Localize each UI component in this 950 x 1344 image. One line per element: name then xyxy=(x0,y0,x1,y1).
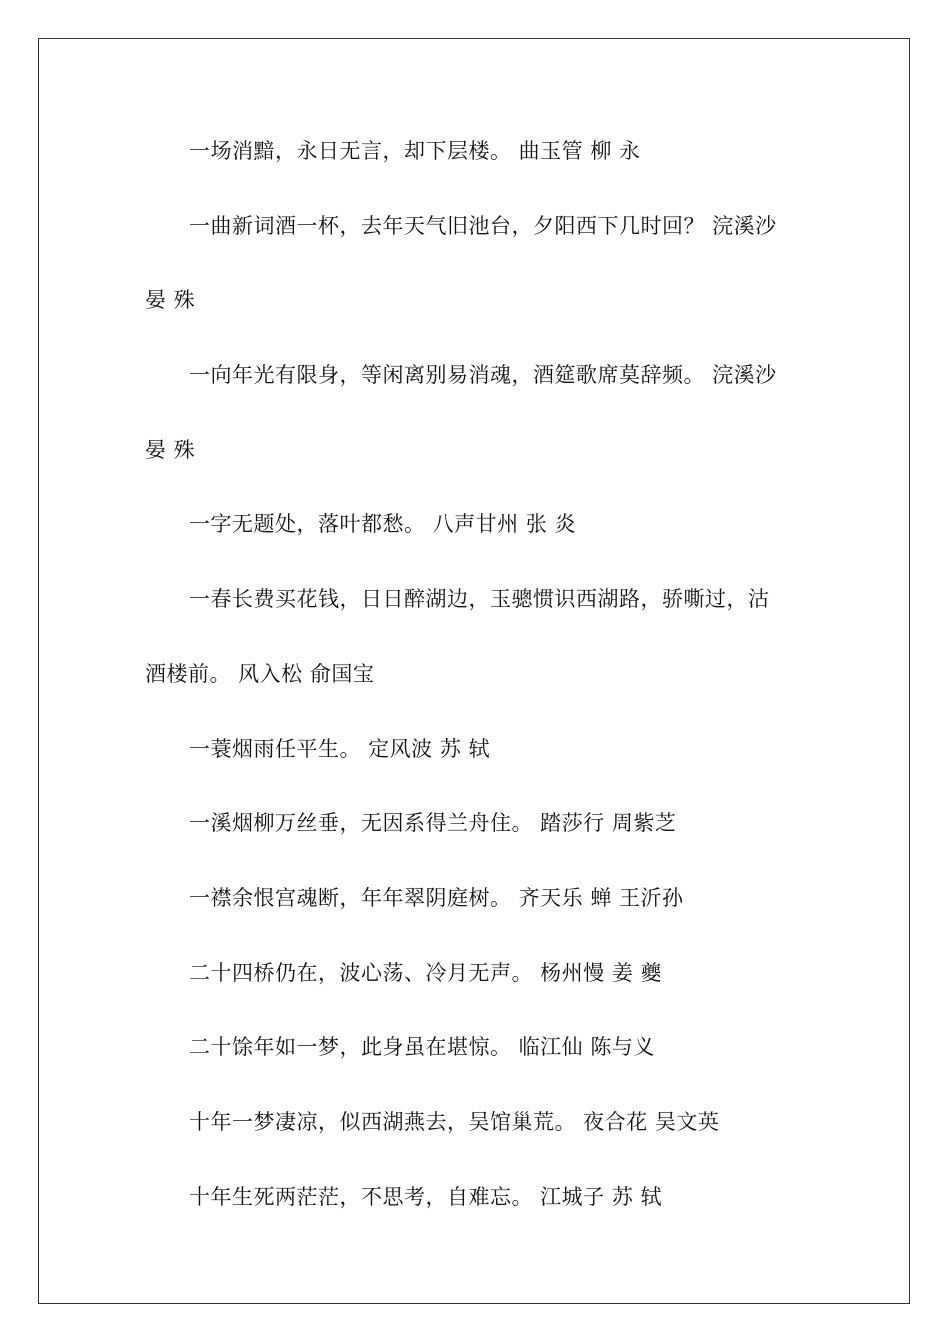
text-line: 十年一梦凄凉，似西湖燕去，吴馆巢荒。 夜合花 吴文英 xyxy=(189,1109,720,1134)
text-line: 一襟余恨宫魂断，年年翠阴庭树。 齐天乐 蝉 王沂孙 xyxy=(189,885,684,910)
document-body xyxy=(145,130,810,1250)
text-line: 一字无题处，落叶都愁。 八声甘州 张 炎 xyxy=(189,512,577,537)
text-line: 一春长费买花钱，日日醉湖边，玉骢惯识西湖路，骄嘶过，沽 xyxy=(189,587,770,612)
text-line: 一溪烟柳万丝垂，无因系得兰舟住。 踏莎行 周紫芝 xyxy=(189,811,677,836)
text-line: 二十四桥仍在，波心荡、冷月无声。 杨州慢 姜 夔 xyxy=(189,960,663,985)
text-line: 酒楼前。 风入松 俞国宝 xyxy=(145,661,375,686)
text-line: 一蓑烟雨任平生。 定风波 苏 轼 xyxy=(189,736,491,761)
text-line: 一向年光有限身，等闲离别易消魂，酒筵歌席莫辞频。 浣溪沙 xyxy=(189,363,777,388)
text-line: 一场消黯，永日无言，却下层楼。 曲玉管 柳 永 xyxy=(189,139,641,163)
text-line: 晏 殊 xyxy=(145,288,196,313)
text-line: 十年生死两茫茫，不思考，自难忘。 江城子 苏 轼 xyxy=(189,1184,663,1209)
text-line: 晏 殊 xyxy=(145,437,196,462)
text-line: 二十馀年如一梦，此身虽在堪惊。 临江仙 陈与义 xyxy=(189,1035,655,1060)
text-line: 一曲新词酒一杯，去年天气旧池台，夕阳西下几时回？ 浣溪沙 xyxy=(189,213,777,238)
